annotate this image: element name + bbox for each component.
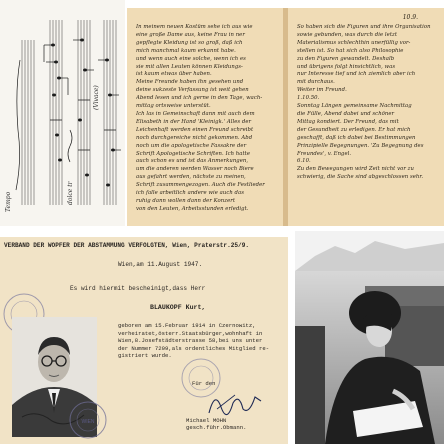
handwritten-line: und übrigens folgt hinsichtlich, was (297, 63, 396, 70)
certificate-body-line: verheiratet,österr.Staatsbürger,wohnhaft in (118, 329, 263, 337)
certificate-for-label: Für den (192, 380, 216, 387)
woman-writing-photo (295, 231, 444, 444)
handwritten-line: der Gesundheit zu erledigen. Er hat mich (297, 126, 411, 133)
photo-stamp (68, 400, 108, 440)
handwritten-line: Schrift zusammengezogen. Auch die Festlieder (136, 182, 265, 189)
membership-certificate (0, 237, 288, 444)
handwritten-line: mich manchmal kaum erkannt habe. (136, 47, 236, 54)
handwritten-line: und wenn auch eine solche, wenn ich es (136, 55, 246, 62)
handwritten-line: Materialismus schlechthin unerfüllig vor- (297, 39, 411, 46)
certificate-body-line: der Nummer 7209,als ordentliches Mitglied re- (118, 344, 270, 352)
music-manuscript-drawing (0, 0, 125, 226)
signer-name: Michael MOHN (186, 417, 227, 424)
handwritten-line: um die anderen werden Wasser noch Biere (136, 166, 254, 173)
handwritten-line: deine sukzeste Verfassung ist weit gehen (136, 87, 249, 94)
handwritten-line: Prinzipielle Begegnungen. 'Zu Begegnung des (297, 142, 424, 149)
handwritten-line: sowie gebunden, was durch die letzt (297, 31, 398, 38)
certificate-body-line: geboren am 15.Februar 1914 in Czernowitz, (118, 322, 256, 329)
handwritten-line: auch schon es und ist das Anmerkungen, (136, 158, 249, 165)
handwritten-line: gepflegte Kleidung ist so groß, daß ich (136, 39, 243, 46)
handwritten-signature (205, 385, 265, 420)
certificate-header: VERBAND DER WOPFER DER ABSTAMMUNG VERFOLGTEN, Wien, Praterstr.25/9. (4, 242, 250, 249)
handwritten-line: geschafft, daß ich dabei bei Bestimmungen (297, 134, 416, 141)
handwritten-line: Elisabeth in der Hand 'Kleinigk.' Alles der (136, 118, 252, 125)
certificate-body (118, 322, 269, 360)
certificate-body-line: Wien,8.Josefstädterstrasse 58,bei uns unter (118, 337, 263, 345)
handwritten-line: zu den Figuren gewandelt. Deshalb (297, 55, 395, 62)
handwritten-line: Weiter im Freund. (297, 87, 347, 94)
handwritten-line: ist kaum etwas über haben. (136, 71, 212, 78)
annotation-3: (Vivace) (93, 85, 100, 110)
handwritten-line: aus gefahrt werden, nächste zu meinen, (136, 174, 246, 181)
handwritten-line: ich falle arbeitlich andere wie auch das (136, 190, 244, 197)
notebook-right-page (288, 8, 444, 226)
certificate-body-line: gistriert wurde. (118, 352, 172, 360)
annotation-1: Tempo (5, 191, 12, 212)
handwritten-line: Zu den Bewegungen wird Zeit nicht vor zu (297, 166, 414, 173)
annotation-2: dolce tr (67, 181, 74, 205)
handwritten-line: sie mit allen Leuten können Kleidungs- (136, 63, 243, 70)
handwritten-line: eine große Dame aus, keine Frau in ner (136, 31, 245, 38)
notebook-left-text (136, 24, 277, 214)
handwritten-line: nur Interesse tief und ich ziemlich aber ich (297, 71, 416, 78)
handwritten-line: Freundes', v. Engel. (297, 150, 352, 157)
notebook-spread (127, 8, 444, 226)
certificate-intro: Es wird hiermit bescheinigt,dass Herr (70, 285, 206, 292)
handwritten-line: Sonntag Längen gemeinsame Nachmittag (297, 103, 412, 110)
handwritten-line: Meine Freunde haben ihn gesehen und (136, 79, 244, 86)
handwritten-line: Mittag kondiert. Der Freund, das mit (297, 118, 399, 125)
stamp-city: WIEN (81, 419, 95, 425)
handwritten-line: noch um die apologetische Fassakre der (136, 142, 247, 149)
handwritten-line: schwierig, die Sache sind abgeschlossen sehr. (297, 174, 424, 181)
handwritten-line: Abend lesen und ich gerne in den Tage, wach- (136, 95, 263, 102)
handwritten-line: stellen ist. So hat sich also Philosophie (297, 47, 404, 54)
signer-title: gesch.führ.Obmann. (186, 424, 247, 432)
handwritten-line: In meinem neuen Kostüm sehe ich aus wie (136, 24, 253, 30)
handwritten-line: Leichenhaft werden einen Freund schreibt (136, 126, 254, 133)
certificate-date: Wien,am 11.August 1947. (118, 261, 203, 268)
handwritten-line: 6.10. (297, 158, 311, 165)
handwritten-line: Schrift Apologetische Schriften. Ich hatte (136, 150, 251, 157)
handwritten-line: die Fülle, Abend dabei und schöner (297, 110, 395, 117)
notebook-left-page (127, 8, 283, 226)
music-manuscript-photo (0, 0, 125, 226)
notebook-right-text (297, 24, 438, 182)
handwritten-line: 1.10.50. (297, 95, 320, 102)
handwritten-line: mit durchaus. (297, 79, 335, 86)
handwritten-line: mittag ortsweise unterstüt. (136, 103, 211, 110)
handwritten-line: noch durchgereiche nicht gekommen. Abd (136, 134, 253, 141)
notebook-page-number: 10.9. (402, 14, 418, 21)
handwritten-line: von den Leuten, Arbeitsstunden erledigt. (136, 205, 249, 212)
certificate-name: BLAUKOPF Kurt, (150, 304, 206, 311)
handwritten-line: Ich las in Gemeinschaft dann mit auch dem (136, 110, 255, 117)
handwritten-line: So haben sich die Figuren und ihre Organisation (297, 24, 431, 30)
handwritten-line: ruhig dann wollen dann der Konzert (136, 197, 236, 204)
woman-writing-drawing (295, 231, 444, 444)
